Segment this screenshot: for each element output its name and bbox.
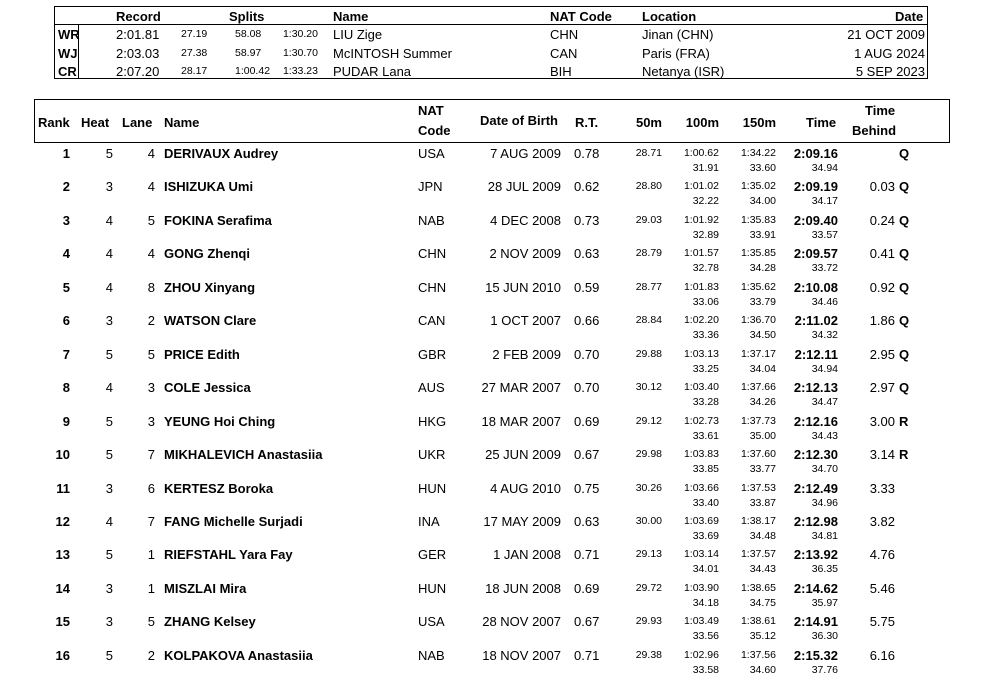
- split-50m: 30.12: [635, 381, 662, 394]
- athlete-name: PRICE Edith: [164, 346, 240, 362]
- time-behind: 2.97: [869, 380, 895, 396]
- lap-150m: 33.91: [749, 228, 776, 241]
- record-split-150: 1:30.20: [282, 28, 318, 40]
- qualification-mark: Q: [899, 313, 910, 329]
- heat: 5: [105, 413, 113, 429]
- nat-code: GER: [418, 547, 447, 563]
- athlete-name: ZHANG Kelsey: [164, 614, 256, 630]
- rank: 14: [55, 580, 70, 596]
- records-header-splits: Splits: [229, 9, 265, 24]
- final-time: 2:14.62: [793, 580, 838, 596]
- athlete-name: FOKINA Serafima: [164, 212, 272, 228]
- split-150m: 1:35.85: [740, 247, 776, 260]
- time-behind: 5.46: [869, 580, 895, 596]
- rank: 12: [55, 513, 70, 529]
- lane: 1: [147, 580, 155, 596]
- records-header-location: Location: [642, 9, 697, 24]
- final-time: 2:13.92: [793, 547, 838, 563]
- final-time: 2:14.91: [793, 614, 838, 630]
- reaction-time: 0.73: [574, 212, 600, 228]
- split-150m: 1:34.22: [740, 147, 776, 159]
- lap-100m: 33.61: [692, 429, 719, 442]
- nat-code: CHN: [418, 279, 447, 295]
- record-location: Jinan (CHN): [642, 27, 714, 42]
- lap-150m: 34.26: [749, 396, 776, 409]
- athlete-name: WATSON Clare: [164, 313, 257, 329]
- record-date: 5 SEP 2023: [855, 64, 925, 79]
- final-time: 2:09.16: [793, 146, 838, 161]
- time-behind: 2.95: [869, 346, 895, 362]
- lane: 6: [147, 480, 155, 496]
- split-50m: 29.72: [635, 581, 662, 594]
- reaction-time: 0.70: [574, 346, 600, 362]
- date-of-birth: 4 DEC 2008: [490, 212, 561, 228]
- heat: 3: [105, 480, 113, 496]
- record-nat: CAN: [550, 45, 578, 61]
- lap-200m: 34.47: [811, 396, 838, 409]
- lap-200m: 34.94: [811, 162, 838, 174]
- lap-100m: 31.91: [692, 162, 719, 174]
- reaction-time: 0.75: [574, 480, 600, 496]
- split-100m: 1:02.73: [683, 414, 719, 427]
- lane: 2: [147, 313, 155, 329]
- nat-code: HUN: [418, 580, 447, 596]
- split-100m: 1:01.02: [683, 180, 719, 193]
- lap-200m: 34.94: [811, 362, 838, 375]
- date-of-birth: 1 JAN 2008: [493, 547, 561, 563]
- time-behind: 3.33: [869, 480, 895, 496]
- heat: 3: [105, 580, 113, 596]
- heat: 5: [105, 146, 113, 161]
- col-header-rank: Rank: [38, 115, 70, 130]
- lap-150m: 34.28: [749, 262, 776, 275]
- reaction-time: 0.66: [574, 313, 600, 329]
- nat-code: INA: [418, 513, 440, 529]
- split-50m: 29.38: [635, 648, 662, 661]
- split-150m: 1:37.57: [740, 548, 776, 561]
- split-50m: 29.12: [635, 414, 662, 427]
- split-50m: 29.93: [635, 615, 662, 628]
- split-150m: 1:35.02: [740, 180, 776, 193]
- split-150m: 1:37.53: [740, 481, 776, 494]
- lap-200m: 35.97: [811, 596, 838, 609]
- nat-code: USA: [418, 146, 445, 161]
- qualification-mark: Q: [899, 146, 910, 161]
- record-split-100: 58.97: [235, 46, 262, 59]
- split-100m: 1:03.49: [683, 615, 719, 628]
- date-of-birth: 4 AUG 2010: [490, 480, 561, 496]
- lap-150m: 34.00: [749, 195, 776, 208]
- lap-100m: 33.56: [692, 630, 719, 643]
- split-50m: 28.77: [635, 280, 662, 293]
- qualification-mark: Q: [899, 246, 910, 262]
- athlete-name: ISHIZUKA Umi: [164, 179, 254, 195]
- lap-150m: 33.60: [749, 162, 776, 174]
- record-code: WR: [58, 27, 80, 42]
- split-100m: 1:03.13: [683, 347, 719, 360]
- athlete-name: KOLPAKOVA Anastasiia: [164, 647, 313, 663]
- reaction-time: 0.78: [574, 146, 600, 161]
- date-of-birth: 28 NOV 2007: [482, 614, 561, 630]
- col-header-150m: 150m: [742, 115, 776, 130]
- split-100m: 1:03.83: [683, 448, 719, 461]
- qualification-mark: Q: [899, 279, 910, 295]
- lap-100m: 34.01: [692, 563, 719, 576]
- split-50m: 29.88: [635, 347, 662, 360]
- col-header-time-behind-2: Behind: [852, 123, 897, 138]
- lap-100m: 32.89: [692, 228, 719, 241]
- lap-150m: 34.43: [749, 563, 776, 576]
- record-name: PUDAR Lana: [333, 64, 412, 79]
- lane: 2: [147, 647, 155, 663]
- lap-100m: 33.85: [692, 463, 719, 476]
- rank: 10: [55, 447, 70, 463]
- rank: 3: [62, 212, 70, 228]
- rank: 15: [55, 614, 70, 630]
- nat-code: GBR: [418, 346, 447, 362]
- records-header-name: Name: [333, 9, 369, 24]
- date-of-birth: 18 MAR 2007: [481, 413, 561, 429]
- qualification-mark: Q: [899, 346, 910, 362]
- col-header-nat: NAT: [418, 103, 444, 118]
- split-50m: 29.98: [635, 448, 662, 461]
- lap-200m: 33.57: [811, 228, 838, 241]
- record-split-50: 27.19: [181, 28, 208, 40]
- athlete-name: RIEFSTAHL Yara Fay: [164, 547, 293, 563]
- col-header-heat: Heat: [81, 115, 110, 130]
- athlete-name: YEUNG Hoi Ching: [164, 413, 276, 429]
- lane: 4: [147, 179, 155, 195]
- col-header-time: Time: [806, 115, 837, 130]
- lap-100m: 33.36: [692, 329, 719, 342]
- split-50m: 29.03: [635, 213, 662, 226]
- heat: 4: [105, 279, 113, 295]
- date-of-birth: 28 JUL 2009: [487, 179, 561, 195]
- lap-100m: 33.58: [692, 663, 719, 676]
- rank: 1: [62, 146, 70, 161]
- time-behind: 0.41: [869, 246, 895, 262]
- split-50m: 28.79: [635, 247, 662, 260]
- date-of-birth: 18 JUN 2008: [485, 580, 561, 596]
- heat: 4: [105, 380, 113, 396]
- rank: 9: [62, 413, 70, 429]
- lap-100m: 32.22: [692, 195, 719, 208]
- lap-150m: 33.77: [749, 463, 776, 476]
- heat: 3: [105, 313, 113, 329]
- record-location: Netanya (ISR): [642, 64, 725, 79]
- final-time: 2:12.16: [793, 413, 838, 429]
- reaction-time: 0.59: [574, 279, 600, 295]
- record-code: CR: [58, 64, 77, 79]
- split-50m: 30.00: [635, 514, 662, 527]
- rank: 5: [62, 279, 70, 295]
- lap-100m: 33.28: [692, 396, 719, 409]
- split-150m: 1:37.17: [740, 347, 776, 360]
- lane: 1: [147, 547, 155, 563]
- date-of-birth: 17 MAY 2009: [483, 513, 561, 529]
- lap-100m: 33.06: [692, 295, 719, 308]
- lap-200m: 34.70: [811, 463, 838, 476]
- col-header-name: Name: [164, 115, 200, 130]
- qualification-mark: Q: [899, 380, 910, 396]
- final-time: 2:10.08: [793, 279, 838, 295]
- lap-200m: 34.32: [811, 329, 838, 342]
- lane: 5: [147, 212, 155, 228]
- split-100m: 1:03.90: [683, 581, 719, 594]
- lap-150m: 33.87: [749, 496, 776, 509]
- time-behind: 5.75: [869, 614, 895, 630]
- qualification-mark: R: [899, 447, 909, 463]
- reaction-time: 0.71: [574, 647, 600, 663]
- rank: 2: [62, 179, 70, 195]
- record-name: LIU Zige: [333, 27, 383, 42]
- split-50m: 28.80: [635, 180, 662, 193]
- athlete-name: MISZLAI Mira: [164, 580, 247, 596]
- final-time: 2:12.30: [793, 447, 838, 463]
- split-150m: 1:37.73: [740, 414, 776, 427]
- date-of-birth: 1 OCT 2007: [490, 313, 561, 329]
- rank: 16: [55, 647, 70, 663]
- time-behind: 3.00: [869, 413, 895, 429]
- split-150m: 1:35.62: [740, 280, 776, 293]
- reaction-time: 0.71: [574, 547, 600, 563]
- lap-100m: 33.69: [692, 529, 719, 542]
- rank: 11: [56, 480, 70, 496]
- final-time: 2:09.40: [793, 212, 838, 228]
- final-time: 2:09.57: [793, 246, 838, 262]
- record-nat: CHN: [550, 27, 579, 42]
- athlete-name: DERIVAUX Audrey: [164, 146, 279, 161]
- reaction-time: 0.62: [574, 179, 600, 195]
- lap-100m: 34.18: [692, 596, 719, 609]
- lane: 4: [147, 246, 155, 262]
- final-time: 2:12.11: [794, 346, 838, 362]
- date-of-birth: 25 JUN 2009: [485, 447, 561, 463]
- final-time: 2:11.02: [794, 313, 838, 329]
- split-50m: 29.13: [635, 548, 662, 561]
- heat: 5: [105, 447, 113, 463]
- final-time: 2:12.13: [793, 380, 838, 396]
- record-date: 1 AUG 2024: [854, 45, 925, 61]
- split-100m: 1:01.92: [683, 213, 719, 226]
- split-100m: 1:02.96: [683, 648, 719, 661]
- time-behind: 3.14: [869, 447, 895, 463]
- split-150m: 1:37.60: [740, 448, 776, 461]
- records-header-divider: [54, 24, 928, 25]
- nat-code: NAB: [418, 212, 445, 228]
- record-location: Paris (FRA): [642, 45, 710, 61]
- lane: 7: [147, 447, 155, 463]
- split-50m: 30.26: [635, 481, 662, 494]
- col-header-lane: Lane: [122, 115, 153, 130]
- date-of-birth: 15 JUN 2010: [485, 279, 561, 295]
- date-of-birth: 7 AUG 2009: [490, 146, 561, 161]
- lap-200m: 34.43: [811, 429, 838, 442]
- lap-100m: 33.25: [692, 362, 719, 375]
- nat-code: CHN: [418, 246, 447, 262]
- split-50m: 28.71: [635, 147, 662, 159]
- record-time: 2:07.20: [116, 64, 160, 79]
- split-150m: 1:38.61: [740, 615, 776, 628]
- record-code: WJ: [58, 45, 78, 61]
- nat-code: UKR: [418, 447, 446, 463]
- lap-100m: 32.78: [692, 262, 719, 275]
- reaction-time: 0.69: [574, 580, 600, 596]
- col-header-time-behind-1: Time: [865, 103, 896, 118]
- split-150m: 1:35.83: [740, 213, 776, 226]
- split-100m: 1:03.40: [683, 381, 719, 394]
- nat-code: JPN: [418, 179, 443, 195]
- lap-150m: 34.75: [749, 596, 776, 609]
- lap-150m: 35.12: [749, 630, 776, 643]
- reaction-time: 0.63: [574, 246, 600, 262]
- split-100m: 1:03.66: [683, 481, 719, 494]
- athlete-name: KERTESZ Boroka: [164, 480, 274, 496]
- reaction-time: 0.63: [574, 513, 600, 529]
- col-header-100m: 100m: [685, 115, 719, 130]
- athlete-name: FANG Michelle Surjadi: [164, 513, 303, 529]
- reaction-time: 0.69: [574, 413, 600, 429]
- records-header-nat: NAT Code: [550, 9, 612, 24]
- record-split-50: 27.38: [181, 46, 208, 59]
- col-header-code: Code: [418, 123, 451, 138]
- heat: 5: [105, 346, 113, 362]
- date-of-birth: 2 FEB 2009: [492, 346, 561, 362]
- rank: 13: [55, 547, 70, 563]
- athlete-name: COLE Jessica: [164, 380, 251, 396]
- lap-150m: 35.00: [749, 429, 776, 442]
- split-150m: 1:36.70: [740, 314, 776, 327]
- records-header-record: Record: [116, 9, 161, 24]
- lap-150m: 33.79: [749, 295, 776, 308]
- athlete-name: ZHOU Xinyang: [164, 279, 256, 295]
- nat-code: USA: [418, 614, 445, 630]
- split-100m: 1:01.83: [683, 280, 719, 293]
- athlete-name: MIKHALEVICH Anastasiia: [164, 447, 323, 463]
- record-split-150: 1:30.70: [282, 46, 318, 59]
- time-behind: 3.82: [869, 513, 895, 529]
- lap-200m: 34.46: [811, 295, 838, 308]
- record-nat: BIH: [550, 64, 572, 79]
- nat-code: HKG: [418, 413, 447, 429]
- time-behind: 0.03: [869, 179, 895, 195]
- lane: 3: [147, 380, 155, 396]
- split-100m: 1:02.20: [683, 314, 719, 327]
- lane: 4: [147, 146, 155, 161]
- reaction-time: 0.70: [574, 380, 600, 396]
- qualification-mark: R: [899, 413, 909, 429]
- record-name: McINTOSH Summer: [333, 45, 452, 61]
- heat: 3: [105, 179, 113, 195]
- record-date: 21 OCT 2009: [847, 27, 925, 42]
- record-split-100: 58.08: [235, 28, 262, 40]
- split-150m: 1:38.17: [740, 514, 776, 527]
- split-100m: 1:03.69: [683, 514, 719, 527]
- date-of-birth: 18 NOV 2007: [482, 647, 561, 663]
- heat: 3: [105, 614, 113, 630]
- lap-200m: 34.96: [811, 496, 838, 509]
- final-time: 2:09.19: [793, 179, 838, 195]
- lane: 5: [147, 346, 155, 362]
- record-split-150: 1:33.23: [282, 65, 318, 77]
- qualification-mark: Q: [899, 179, 910, 195]
- split-100m: 1:00.62: [683, 147, 719, 159]
- lap-200m: 36.30: [811, 630, 838, 643]
- split-100m: 1:01.57: [683, 247, 719, 260]
- split-100m: 1:03.14: [683, 548, 719, 561]
- lap-200m: 34.17: [811, 195, 838, 208]
- split-50m: 28.84: [635, 314, 662, 327]
- time-behind: 0.92: [869, 279, 895, 295]
- lap-200m: 33.72: [811, 262, 838, 275]
- nat-code: NAB: [418, 647, 445, 663]
- lap-200m: 36.35: [811, 563, 838, 576]
- record-split-100: 1:00.42: [235, 65, 271, 77]
- qualification-mark: Q: [899, 212, 910, 228]
- date-of-birth: 27 MAR 2007: [481, 380, 561, 396]
- lap-150m: 34.60: [749, 663, 776, 676]
- lane: 7: [147, 513, 155, 529]
- lane: 3: [147, 413, 155, 429]
- heat: 4: [105, 212, 113, 228]
- date-of-birth: 2 NOV 2009: [489, 246, 561, 262]
- nat-code: HUN: [418, 480, 447, 496]
- time-behind: 4.76: [869, 547, 895, 563]
- lap-150m: 34.50: [749, 329, 776, 342]
- final-time: 2:12.49: [793, 480, 838, 496]
- reaction-time: 0.67: [574, 447, 600, 463]
- time-behind: 6.16: [869, 647, 895, 663]
- nat-code: AUS: [418, 380, 445, 396]
- lap-150m: 34.04: [749, 362, 776, 375]
- rank: 7: [62, 346, 70, 362]
- athlete-name: GONG Zhenqi: [164, 246, 250, 262]
- col-header-rt: R.T.: [575, 115, 599, 130]
- split-150m: 1:38.65: [740, 581, 776, 594]
- heat: 4: [105, 246, 113, 262]
- rank: 4: [62, 246, 70, 262]
- col-header-50m: 50m: [635, 115, 662, 130]
- records-header-date: Date: [895, 9, 924, 24]
- rank: 8: [62, 380, 70, 396]
- reaction-time: 0.67: [574, 614, 600, 630]
- heat: 5: [105, 647, 113, 663]
- time-behind: 1.86: [869, 313, 895, 329]
- lane: 5: [147, 614, 155, 630]
- final-time: 2:12.98: [793, 513, 838, 529]
- record-time: 2:03.03: [116, 45, 160, 61]
- final-time: 2:15.32: [793, 647, 838, 663]
- split-150m: 1:37.66: [740, 381, 776, 394]
- lane: 8: [147, 279, 155, 295]
- lap-200m: 34.81: [811, 529, 838, 542]
- record-time: 2:01.81: [116, 27, 160, 42]
- split-150m: 1:37.56: [740, 648, 776, 661]
- heat: 5: [105, 547, 113, 563]
- lap-150m: 34.48: [749, 529, 776, 542]
- nat-code: CAN: [418, 313, 446, 329]
- lap-100m: 33.40: [692, 496, 719, 509]
- rank: 6: [62, 313, 70, 329]
- record-split-50: 28.17: [181, 65, 208, 77]
- time-behind: 0.24: [869, 212, 895, 228]
- heat: 4: [105, 513, 113, 529]
- lap-200m: 37.76: [811, 663, 838, 676]
- col-header-dob: Date of Birth: [480, 113, 558, 128]
